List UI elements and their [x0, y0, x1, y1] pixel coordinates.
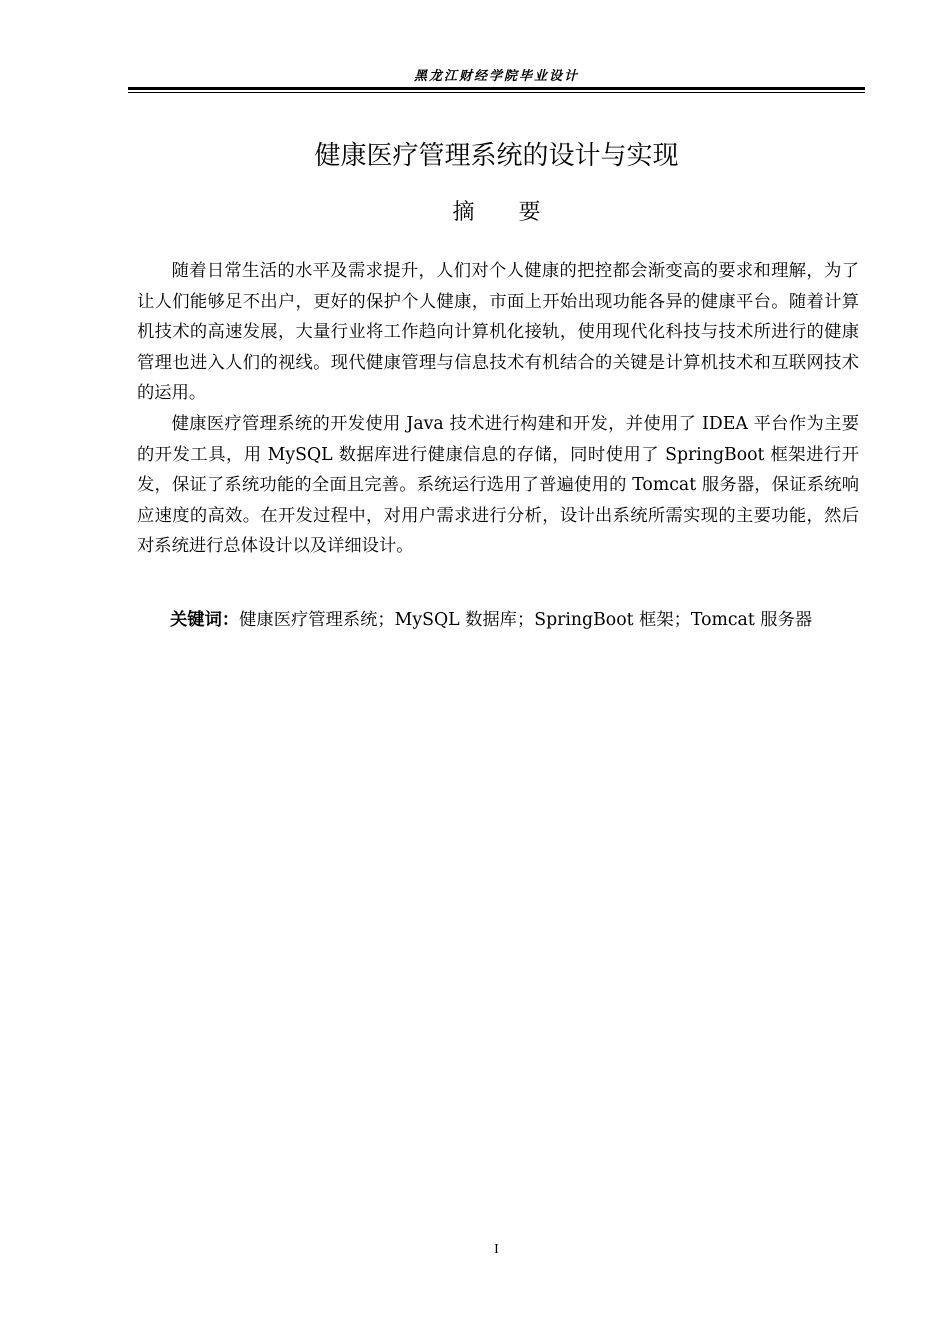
abstract-paragraph-2: 健康医疗管理系统的开发使用 Java 技术进行构建和开发，并使用了 IDEA 平台作为主要的开发工具，用 MySQL 数据库进行健康信息的存储，同时使用了 SpringBoot 框架进行开发，保证了系统功能的全面且完善。系统运行选用了普遍使用的 Tomcat 服务器，保证系统响应速度的高效。在开发过程中，对用户需求进行分析，设计出系统所需实现的主要功能，然后对系统进行总体设计以及详细设计。	[137, 413, 859, 557]
abstract-body	[137, 256, 859, 562]
header-rule-thick	[128, 87, 865, 90]
document-title: 健康医疗管理系统的设计与实现	[314, 141, 679, 171]
keywords-label: 关键词：	[170, 610, 240, 630]
page-number: I	[494, 1242, 499, 1257]
abstract-heading-char-2: 要	[518, 200, 541, 225]
keywords-text: 健康医疗管理系统；MySQL 数据库；SpringBoot 框架；Tomcat 服务器	[239, 610, 813, 630]
running-header: 黑龙江财经学院毕业设计	[413, 69, 579, 84]
keywords-line	[170, 606, 870, 634]
abstract-heading-char-1: 摘	[452, 200, 475, 225]
abstract-paragraph-1: 随着日常生活的水平及需求提升，人们对个人健康的把控都会渐变高的要求和理解，为了让人们能够足不出户，更好的保护个人健康，市面上开始出现功能各异的健康平台。随着计算机技术的高速发展，大量行业将工作趋向计算机化接轨，使用现代化科技与技术所进行的健康管理也进入人们的视线。现代健康管理与信息技术有机结合的关键是计算机技术和互联网技术的运用。	[137, 261, 859, 404]
abstract-heading	[128, 197, 865, 229]
header-rule-thin	[128, 92, 865, 93]
